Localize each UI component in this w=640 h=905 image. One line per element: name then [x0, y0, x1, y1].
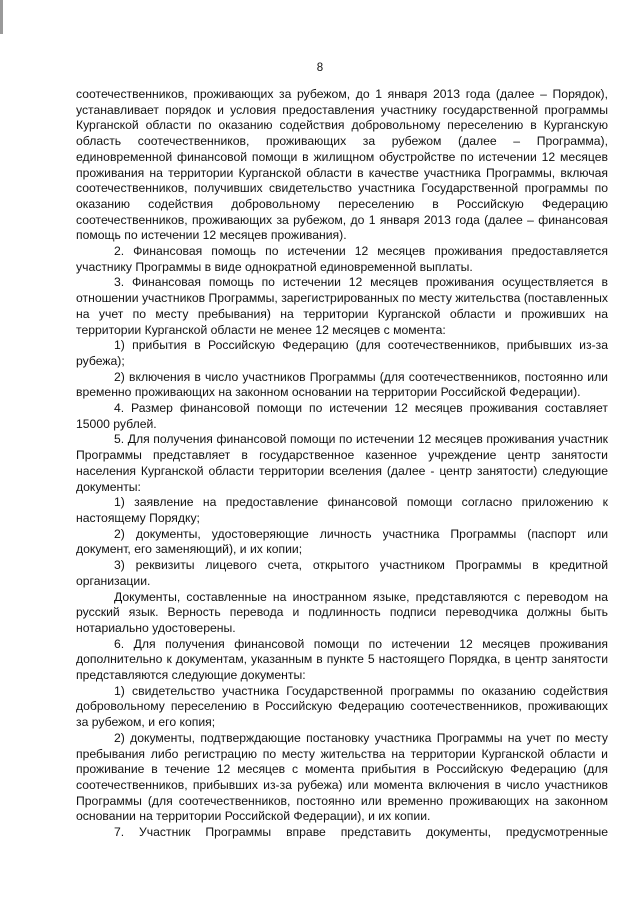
page-number: 8	[316, 62, 324, 74]
paragraph-2: 2. Финансовая помощь по истечении 12 месяцев проживания предоставляется участнику Программы в виде однократной единовременной выплаты.	[76, 244, 608, 274]
document-body	[76, 87, 608, 841]
paragraph-3-item-2: 2) включения в число участников Программы (для соотечественников, постоянно или временно проживающих на законном основании на территории Российской Федерации).	[76, 369, 608, 400]
scan-edge-mark	[0, 0, 3, 34]
paragraph-6-item-2: 2) документы, подтверждающие постановку участника Программы на учет по месту пребывания либо регистрацию по месту жительства на территории Курганской области и проживание в течение 12 месяцев с момента прибытия в Российскую Федерацию (для соотечественников, прибывших из-за рубежа) или момента включения в число участников Программы (для соотечественников, постоянно или временно проживающих на законном основании на территории Российской Федерации), и их копии.	[76, 730, 608, 824]
paragraph-5-item-3: 3) реквизиты лицевого счета, открытого участником Программы в кредитной организации.	[76, 558, 608, 588]
paragraph-4: 4. Размер финансовой помощи по истечении 12 месяцев проживания составляет 15000 рублей.	[76, 401, 608, 431]
paragraph-foreign-documents: Документы, составленные на иностранном языке, представляются с переводом на русский язык. Верность перевода и подлинность подписи переводчика должны быть нотариально удостоверены.	[76, 589, 608, 635]
paragraph-5: 5. Для получения финансовой помощи по истечении 12 месяцев проживания участник Программы представляет в государственное казенное учреждение центр занятости населения Курганской области территории вселения (далее - центр занятости) следующие документы:	[76, 432, 608, 494]
paragraph-6: 6. Для получения финансовой помощи по истечении 12 месяцев проживания дополнительно к документам, указанным в пункте 5 настоящего Порядка, в центр занятости представляются следующие документы:	[76, 636, 608, 683]
paragraph-3-item-1: 1) прибытия в Российскую Федерацию (для соотечественников, прибывших из-за рубежа);	[76, 338, 608, 368]
paragraph-5-item-1: 1) заявление на предоставление финансовой помощи согласно приложению к настоящему Порядку;	[76, 495, 608, 525]
paragraph-3: 3. Финансовая помощь по истечении 12 месяцев проживания осуществляется в отношении участников Программы, зарегистрированных по месту жительства (поставленных на учет по месту пребывания) на территории Курганской области и проживших на территории Курганской области не менее 12 месяцев с момента:	[76, 275, 608, 337]
paragraph-5-item-2: 2) документы, удостоверяющие личность участника Программы (паспорт или документ, его заменяющий), и их копии;	[76, 526, 608, 557]
paragraph-1-continuation: соотечественников, проживающих за рубежом, до 1 января 2013 года (далее – Порядок), устанавливает порядок и условия предоставления участнику государственной программы Курганской области по оказанию содействия добровольному переселению в Курганскую область соотечественников, проживающих за рубежом (далее – Программа), единовременной финансовой помощи в жилищном обустройстве по истечении 12 месяцев проживания на территории Курганской области в качестве участника Программы, включая соотечественников, получивших свидетельство участника Государственной программы по оказанию содействия добровольному переселению в Российскую Федерацию соотечественников, проживающих за рубежом, до 1 января 2013 года (далее – финансовая помощь по истечении 12 месяцев проживания).	[76, 87, 608, 243]
paragraph-7-start: 7. Участник Программы вправе представить документы, предусмотренные	[114, 825, 608, 840]
paragraph-6-item-1: 1) свидетельство участника Государственной программы по оказанию содействия добровольному переселению в Российскую Федерацию соотечественников, проживающих за рубежом, и его копия;	[76, 683, 608, 730]
